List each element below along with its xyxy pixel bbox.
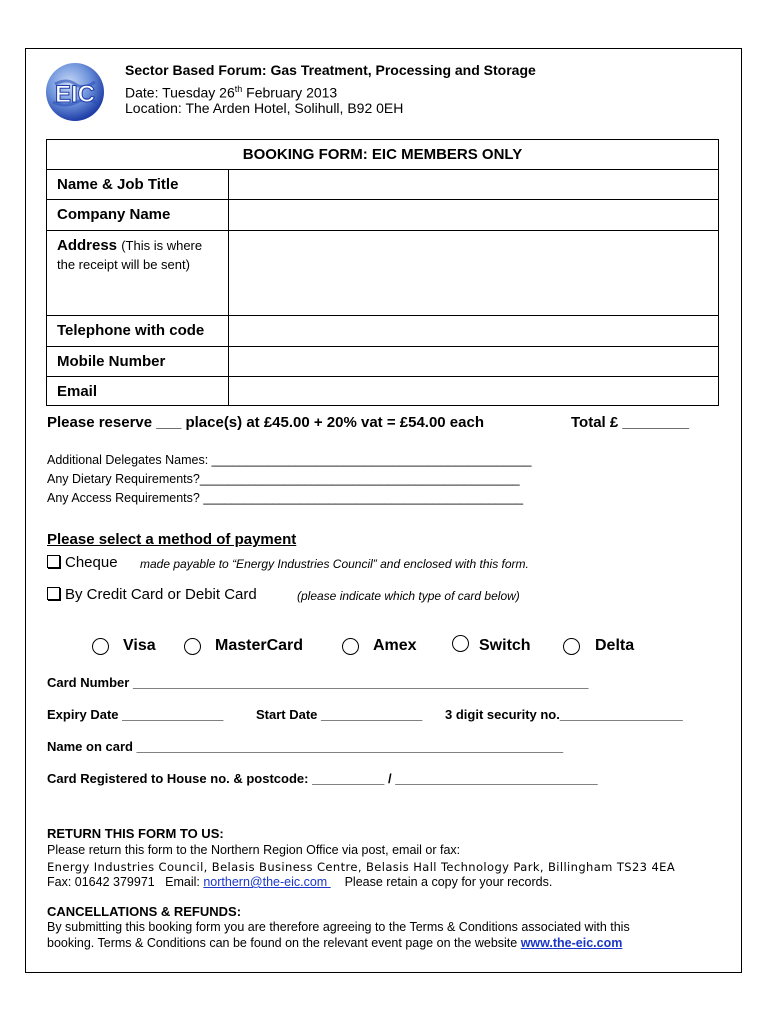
- cancellations-heading: CANCELLATIONS & REFUNDS:: [47, 904, 242, 919]
- form-caption: BOOKING FORM: EIC MEMBERS ONLY: [242, 146, 523, 163]
- additional-delegates[interactable]: Additional Delegates Names: ______________________________________________: [47, 453, 532, 467]
- fax-number: Fax: 01642 379971: [47, 875, 155, 889]
- card-number-field[interactable]: Card Number _______________________________________________________________: [47, 675, 589, 690]
- access-requirements[interactable]: Any Access Requirements? ______________________________________________: [47, 491, 524, 505]
- label-telephone: Telephone with code: [57, 322, 205, 339]
- telephone-input[interactable]: [228, 316, 229, 347]
- row-mobile: [47, 346, 718, 377]
- security-number-field[interactable]: 3 digit security no._________________: [445, 707, 683, 722]
- address-input[interactable]: [228, 231, 229, 316]
- name-on-card-field[interactable]: Name on card ___________________________________________________________: [47, 739, 564, 754]
- event-title: Sector Based Forum: Gas Treatment, Processing and Storage: [125, 62, 536, 78]
- switch-label: Switch: [479, 637, 531, 654]
- address-note: the receipt will be sent): [57, 257, 190, 272]
- delta-label: Delta: [595, 637, 635, 654]
- logo-text: EIC: [54, 81, 96, 108]
- row-email: [47, 376, 718, 406]
- total-field[interactable]: Total £ ________: [571, 414, 690, 431]
- terms-line-1: By submitting this booking form you are therefore agreeing to the Terms & Conditions associated with this: [47, 920, 630, 934]
- company-input[interactable]: [228, 200, 229, 231]
- event-location: Location: The Arden Hotel, Solihull, B92 0EH: [125, 100, 404, 116]
- retain-note: Please retain a copy for your records.: [344, 875, 553, 889]
- mastercard-label: MasterCard: [215, 637, 304, 654]
- delta-radio[interactable]: [563, 638, 580, 655]
- label-mobile: Mobile Number: [57, 353, 166, 370]
- email-input[interactable]: [228, 377, 229, 406]
- row-name: [47, 169, 718, 200]
- card-checkbox[interactable]: [47, 587, 60, 600]
- label-address: Address (This is where: [57, 237, 203, 254]
- label-email: Email: [57, 383, 98, 400]
- visa-radio[interactable]: [92, 638, 109, 655]
- website-link[interactable]: www.the-eic.com: [520, 936, 623, 950]
- label-name: Name & Job Title: [57, 176, 179, 193]
- row-company: [47, 199, 718, 231]
- cheque-note: made payable to “Energy Industries Council” and enclosed with this form.: [140, 557, 529, 571]
- contact-line: [47, 875, 552, 889]
- card-note: (please indicate which type of card below): [297, 589, 520, 603]
- return-heading: RETURN THIS FORM TO US:: [47, 826, 224, 841]
- visa-label: Visa: [123, 637, 156, 654]
- row-address: [47, 230, 718, 316]
- return-address: Energy Industries Council, Belasis Business Centre, Belasis Hall Technology Park, Billingham TS23 4EA: [47, 860, 676, 874]
- card-option[interactable]: By Credit Card or Debit Card: [47, 586, 257, 603]
- amex-label: Amex: [373, 637, 417, 654]
- event-date: Date: Tuesday 26th February 2013: [125, 84, 338, 101]
- reserve-line: Please reserve ___ place(s) at £45.00 + 20% vat = £54.00 each: [47, 414, 484, 431]
- eic-logo: [45, 62, 105, 122]
- switch-radio[interactable]: [452, 635, 469, 652]
- booking-form-table: [46, 139, 719, 406]
- name-input[interactable]: [228, 170, 229, 200]
- return-instructions: Please return this form to the Northern Region Office via post, email or fax:: [47, 843, 461, 857]
- terms-line-2: booking. Terms & Conditions can be found on the relevant event page on the website www.the-eic.com: [47, 936, 623, 950]
- start-date-field[interactable]: Start Date ______________: [256, 707, 423, 722]
- expiry-date-field[interactable]: Expiry Date ______________: [47, 707, 224, 722]
- cheque-option[interactable]: Cheque: [47, 554, 118, 571]
- mastercard-radio[interactable]: [184, 638, 201, 655]
- email-label: Email:: [165, 875, 204, 889]
- payment-heading: Please select a method of payment: [47, 531, 297, 548]
- cheque-checkbox[interactable]: [47, 555, 60, 568]
- row-telephone: [47, 315, 718, 347]
- registered-address-field[interactable]: Card Registered to House no. & postcode: __________ / ____________________________: [47, 771, 598, 786]
- mobile-input[interactable]: [228, 347, 229, 377]
- label-company: Company Name: [57, 206, 171, 223]
- amex-radio[interactable]: [342, 638, 359, 655]
- email-link[interactable]: northern@the-eic.com: [203, 875, 331, 889]
- dietary-requirements[interactable]: Any Dietary Requirements?______________________________________________: [47, 472, 520, 486]
